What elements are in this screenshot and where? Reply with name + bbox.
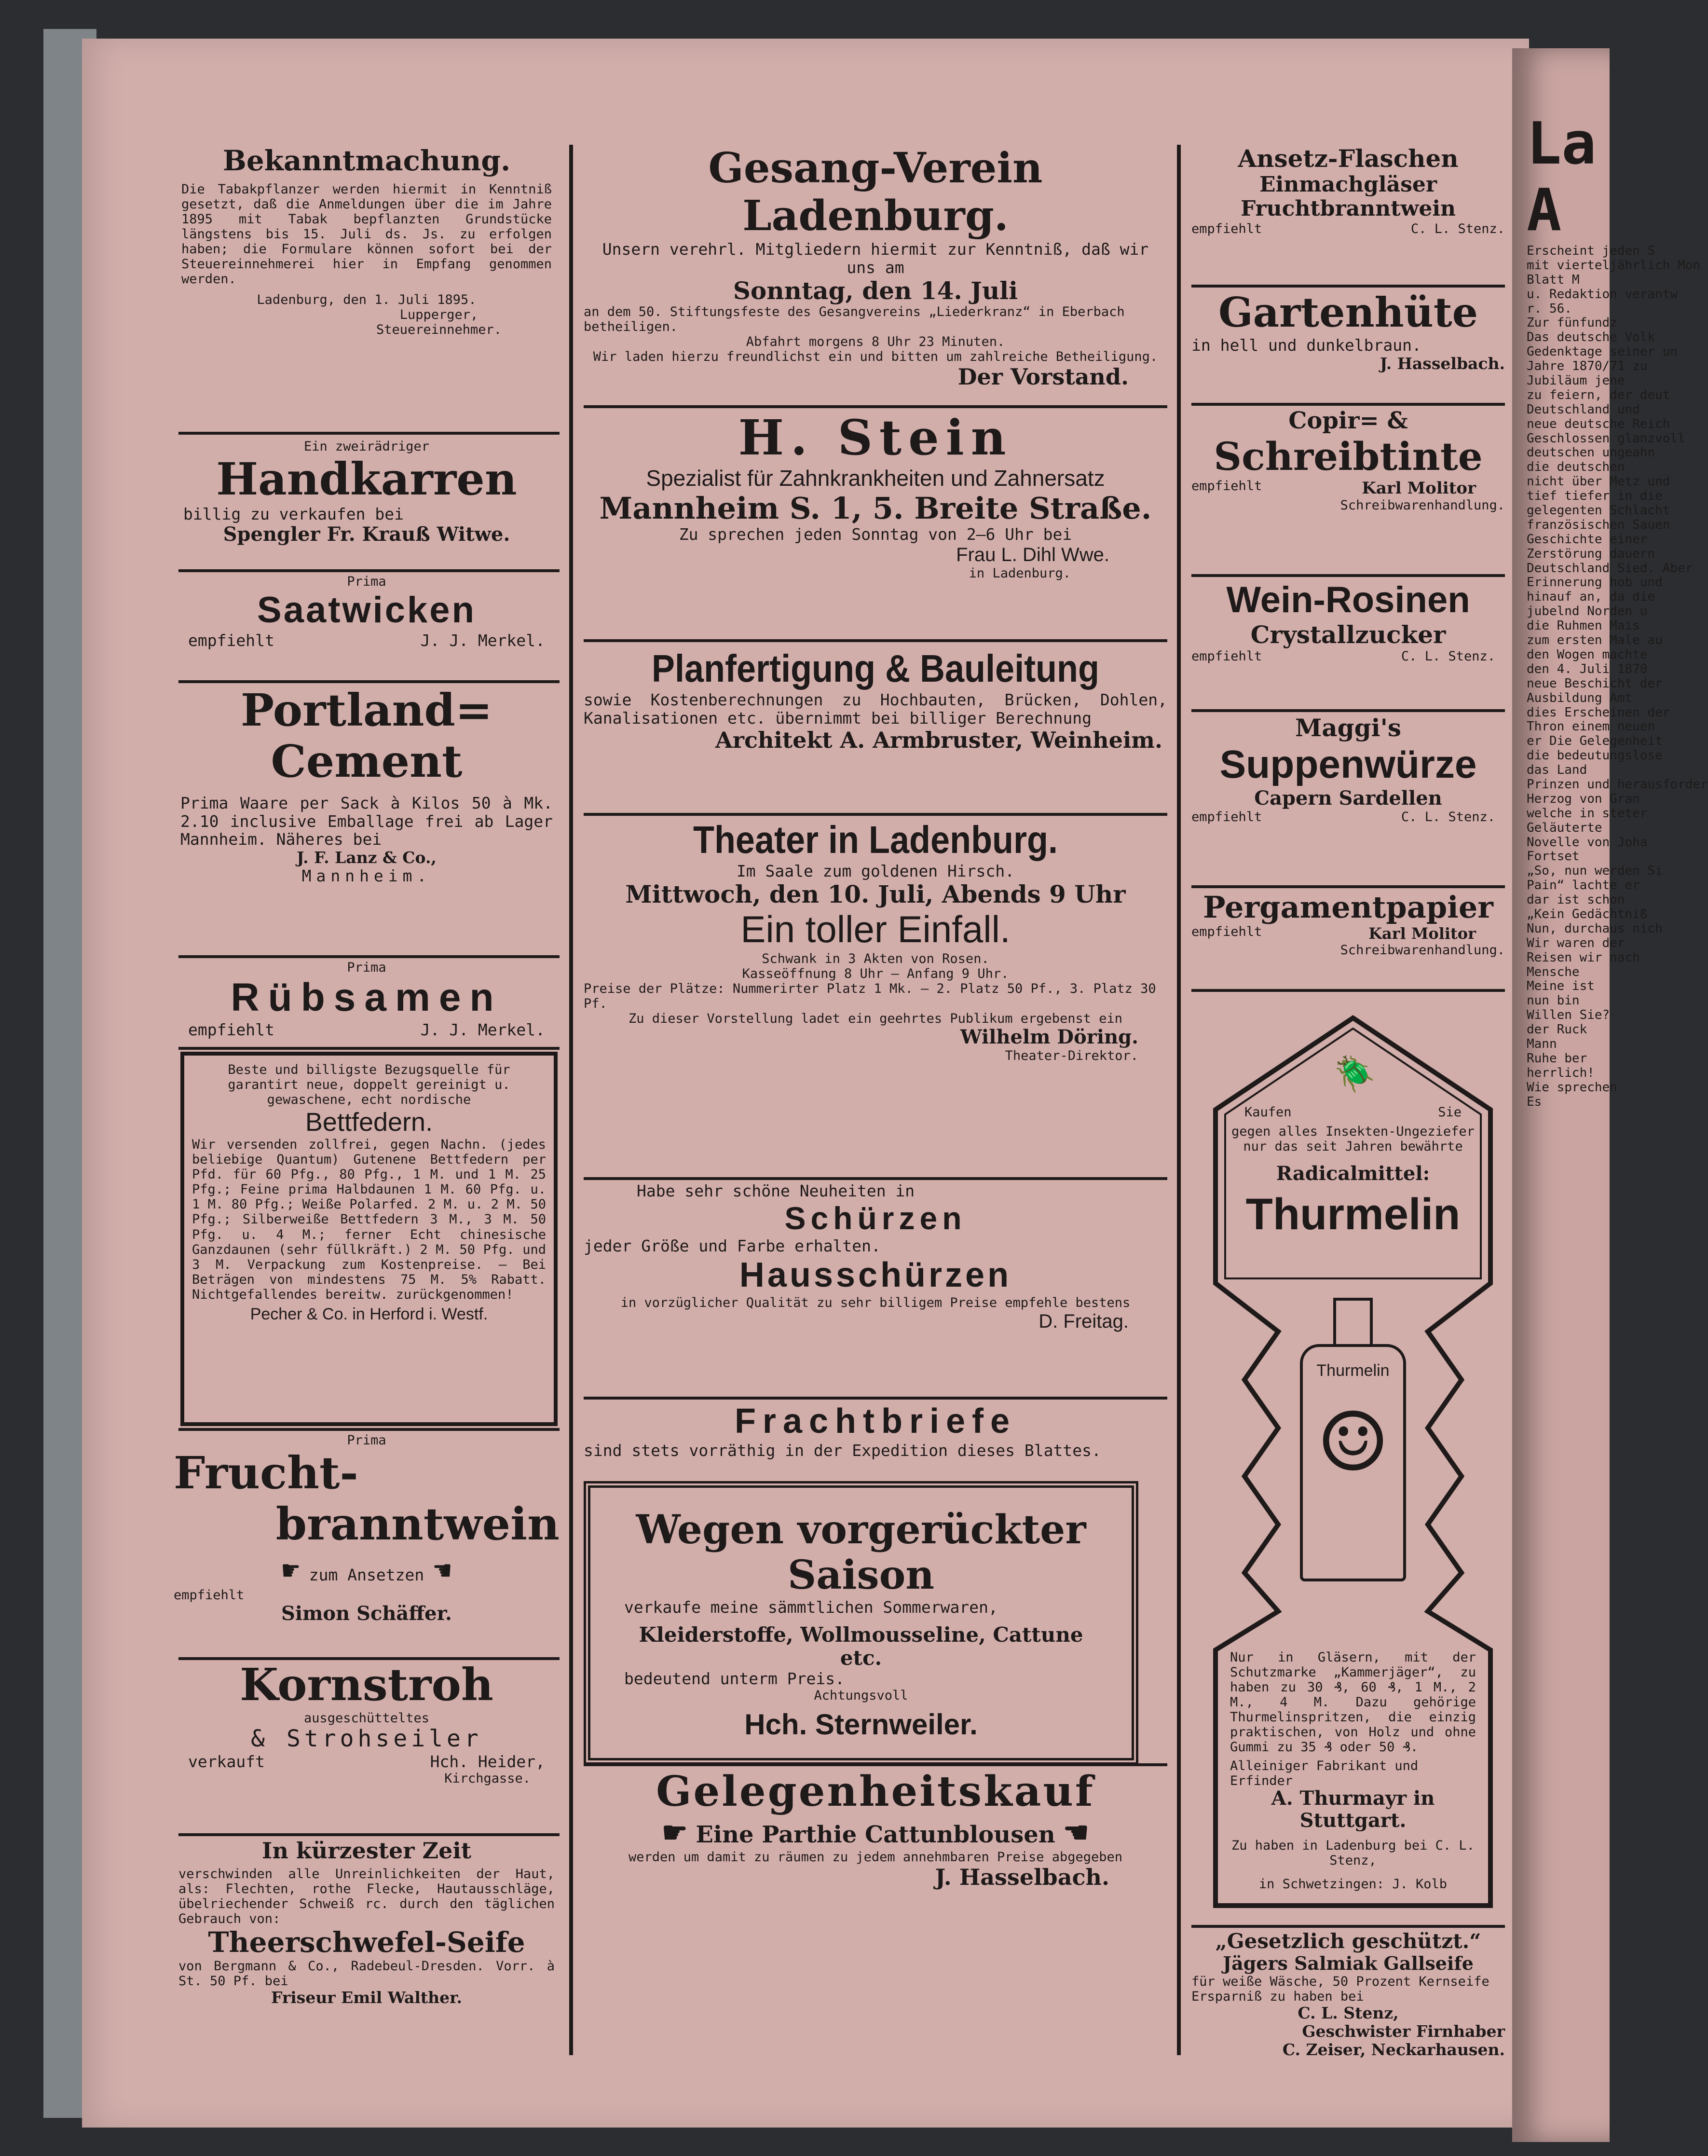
ad-wein-rosinen — [1191, 579, 1505, 664]
ts-seller: Friseur Emil Walther. — [271, 1988, 463, 2007]
ct-l1: Copir= & — [1288, 407, 1408, 434]
facing-page-line: „So, nun werden Si — [1527, 864, 1663, 879]
divider — [584, 1177, 1167, 1180]
bek-date: Ladenburg, den 1. Juli 1895. — [257, 292, 477, 308]
gv-title: Gesang-Verein Ladenburg. — [708, 144, 1043, 240]
af-l2: Einmachgläser — [1259, 172, 1437, 197]
facing-page-line: zum ersten Male au — [1527, 633, 1663, 648]
column-rule-right — [1177, 145, 1181, 2055]
facing-page-line: Blatt M — [1527, 272, 1580, 287]
ad-planfertigung — [584, 646, 1167, 753]
ts-body: verschwinden alle Unreinlichkeiten der Haut, als: Flechten, rothe Flecke, Hautausschläge, übelriechender Schweiß rc. durch den täglichen Gebrauch von: — [178, 1866, 555, 1927]
th-sign: Wilhelm Döring. — [960, 1026, 1138, 1049]
gk-l2: werden um damit zu räumen zu jedem annehmbaren Preise abgegeben — [628, 1849, 1123, 1865]
gh-title: Gartenhüte — [1218, 288, 1478, 336]
divider — [1191, 885, 1505, 888]
newspaper-page — [82, 39, 1529, 2128]
hs-addr: Mannheim S. 1, 5. Breite Straße. — [599, 490, 1152, 526]
gg-n2: Geschwister Firnhaber — [1302, 2022, 1505, 2041]
divider — [584, 405, 1167, 408]
divider — [584, 1397, 1167, 1400]
divider — [1191, 285, 1505, 288]
divider — [178, 955, 560, 958]
pb-title: Planfertigung & Bauleitung — [652, 647, 1099, 690]
wr-sub: Crystallzucker — [1250, 620, 1446, 649]
facing-page-line: Thron einem neuen — [1527, 719, 1655, 734]
facing-page-line: Willen Sie? — [1527, 1008, 1610, 1023]
facing-page-line: Geschichte einer — [1527, 532, 1648, 547]
ad-gelegenheitskauf — [584, 1768, 1167, 1890]
bek-body: Die Tabakpflanzer werden hiermit in Kenntniß gesetzt, daß die Anmeldungen über die im Jahre 1895 mit Tabak bepflanzten Grundstücke längstens bis 15. Juli ds. Js. zu erfolgen haben; die Formulare können sofort bei der Steuereinnehmerei hier in Empfang genommen werden. — [181, 181, 552, 287]
ad-gartenhuete — [1191, 289, 1505, 372]
ad-handkarren — [174, 439, 560, 546]
pointing-hand-left-icon: ☛ — [661, 1815, 688, 1850]
tm-body: Nur in Gläsern, mit der Schutzmarke „Kammerjäger“, zu haben zu 30 ₰, 60 ₰, 1 M., 2 M., 4 M. Dazu gehörige Thurmelinspritzen, die einzig praktischen, von Holz und ohne Gummi zu 35 ₰ oder 50 ₰. — [1230, 1650, 1476, 1755]
ks-sub: ausgeschütteltes — [303, 1710, 430, 1726]
ws-l3: bedeutend unterm Preis. — [624, 1669, 845, 1689]
facing-page-line: dar ist schon — [1527, 893, 1625, 907]
gg-l1: Jägers Salmiak Gallseife — [1223, 1952, 1474, 1975]
bf-pre: Beste und billigste Bezugsquelle für garantirt neue, doppelt gereinigt u. gewaschene, echt nordische — [228, 1062, 510, 1108]
af-emp: empfiehlt — [1191, 221, 1262, 236]
pc-city: Mannheim. — [301, 866, 432, 886]
pb-body: sowie Kostenberechnungen zu Hochbauten, Brücken, Dohlen, Kanalisationen etc. übernimmt bei billiger Berechnung — [584, 690, 1167, 728]
pc-title1: Portland= — [241, 684, 492, 736]
facing-page-line: Fortset — [1527, 849, 1580, 864]
tm-bottle: Thurmelin — [1316, 1361, 1390, 1380]
facing-page-line: nun bin — [1527, 993, 1580, 1008]
wr-name: C. L. Stenz. — [1401, 648, 1495, 664]
facing-page-line: den Wogen machte — [1527, 647, 1648, 662]
mg-title: Suppenwürze — [1219, 742, 1477, 786]
th-l2: Schwank in 3 Akten von Rosen. — [762, 951, 989, 967]
sw-title: Saatwicken — [257, 590, 476, 631]
facing-page-line: neue Beschicht der — [1527, 676, 1663, 691]
mg-name: C. L. Stenz. — [1401, 809, 1495, 824]
bek-sign2: Steuereinnehmer. — [376, 322, 502, 338]
facing-page-line: u. Redaktion verantw — [1527, 287, 1678, 302]
hs-l2: Frau L. Dihl Wwe. — [956, 544, 1109, 566]
facing-page-line: neue deutsche Reich — [1527, 416, 1670, 431]
gv-l4: Wir laden hierzu freundlichst ein und bitten um zahlreiche Betheiligung. — [593, 349, 1158, 365]
hs-l3: in Ladenburg. — [969, 566, 1071, 581]
facing-page — [1512, 48, 1708, 2142]
facing-page-line: Wie sprechen — [1527, 1080, 1617, 1095]
af-l1: Ansetz-Flaschen — [1238, 144, 1459, 173]
ad-theater — [584, 818, 1167, 1063]
facing-page-line: „Kein Gedächtniß — [1527, 906, 1648, 921]
facing-page-line: Mann — [1527, 1036, 1557, 1051]
ad-bekanntmachung — [174, 145, 560, 337]
ad-maggi — [1191, 714, 1505, 824]
facing-page-line: Das deutsche Volk — [1527, 330, 1655, 345]
ct-name: Karl Molitor — [1362, 479, 1476, 498]
ad-bettfedern — [180, 1052, 558, 1426]
facing-page-line: Jubiläum jene — [1527, 373, 1625, 388]
bottle-icon — [1300, 1298, 1406, 1587]
ad-frachtbriefe — [584, 1401, 1167, 1460]
wr-emp: empfiehlt — [1191, 648, 1262, 664]
gv-l2: an dem 50. Stiftungsfeste des Gesangvereins „Liederkranz“ in Eberbach betheiligen. — [584, 304, 1125, 335]
pointing-hand-left-icon: ☛ — [282, 1553, 300, 1588]
ad-schreibtinte — [1191, 408, 1505, 513]
beetle-icon: 🪲 — [1334, 1054, 1376, 1094]
divider — [1191, 403, 1505, 406]
facing-page-line: die deutschen — [1527, 460, 1625, 475]
ws-l1: verkaufe meine sämmtlichen Sommerwaren, — [624, 1597, 998, 1617]
facing-page-line: Ausbildung Amt — [1527, 690, 1633, 705]
facing-page-line: Novelle von Joha — [1527, 835, 1648, 850]
sc-l2: jeder Größe und Farbe erhalten. — [584, 1236, 881, 1255]
pc-body: Prima Waare per Sack à Kilos 50 à Mk. 2.10 inclusive Emballage frei ab Lager Mannheim. Näheres bei — [180, 793, 553, 849]
facing-page-line: dies Erscheinen der — [1527, 705, 1670, 720]
divider — [178, 432, 560, 435]
sc-l3: in vorzüglicher Qualität zu sehr billigem Preise empfehle bestens — [620, 1295, 1131, 1310]
divider — [178, 680, 560, 683]
divider — [1191, 989, 1505, 992]
divider — [1191, 1925, 1505, 1928]
pp-title: Pergamentpapier — [1203, 890, 1493, 925]
facing-page-line: die bedeutungslose — [1527, 748, 1663, 763]
ks-title: Kornstroh — [240, 1659, 493, 1711]
gv-l1: Unsern verehrl. Mitgliedern hiermit zur Kenntniß, daß wir uns am — [602, 239, 1149, 277]
ad-h-stein — [584, 410, 1167, 581]
gk-l1: Eine Parthie Cattunblousen — [696, 1821, 1055, 1848]
sc-sign: D. Freitag. — [1038, 1310, 1129, 1332]
sc-l1: Habe sehr schöne Neuheiten in — [637, 1181, 915, 1200]
ct-title: Schreibtinte — [1214, 434, 1483, 480]
facing-page-line: Geschlossen glanzvoll — [1527, 431, 1685, 446]
sw-emp: empfiehlt — [188, 631, 274, 650]
hs-sub: Spezialist für Zahnkrankheiten und Zahnersatz — [646, 466, 1105, 491]
fb-title1: Frucht- — [174, 1447, 358, 1499]
pointing-hand-right-icon: ☛ — [434, 1553, 451, 1588]
facing-page-line: welche in steter — [1527, 806, 1648, 821]
facing-page-line: Wir waren der — [1527, 935, 1625, 950]
column-rule-left — [569, 145, 573, 2055]
facing-page-line: tief tiefer in die — [1527, 489, 1663, 504]
tm-l1: gegen alles Insekten-Ungeziefer nur das seit Jahren bewährte — [1231, 1124, 1475, 1154]
af-l3: Fruchtbranntwein — [1240, 196, 1456, 221]
ks-name: Hch. Heider, — [430, 1752, 545, 1771]
gg-l2: für weiße Wäsche, 50 Prozent Kernseife Ersparniß zu haben bei — [1191, 1974, 1489, 2005]
facing-page-line: französischen Sauen — [1527, 517, 1670, 532]
hs-l1: Zu sprechen jeden Sonntag von 2—6 Uhr bei — [679, 525, 1072, 544]
facing-page-line: Herzog von Gran — [1527, 791, 1640, 806]
bek-sign1: Lupperger, — [399, 307, 478, 323]
ts-prod: Theerschwefel-Seife — [208, 1926, 525, 1959]
fb-name: Simon Schäffer. — [281, 1602, 452, 1625]
facing-page-line: Geläuterte — [1527, 820, 1602, 835]
ad-pergamentpapier — [1191, 890, 1505, 958]
tm-l2: Alleiniger Fabrikant und Erfinder — [1230, 1758, 1419, 1789]
gh-name: J. Hasselbach. — [1380, 354, 1505, 373]
pc-firm: J. F. Lanz & Co., — [297, 848, 437, 867]
facing-page-line: Meine ist — [1527, 979, 1595, 994]
facing-page-line: Nun, durchaus nich — [1527, 921, 1663, 936]
hk-sub: billig zu verkaufen bei — [183, 504, 404, 523]
gh-sub: in hell und dunkelbraun. — [1191, 335, 1421, 355]
ts-title: In kürzester Zeit — [261, 1838, 472, 1864]
gg-n1: C. L. Stenz, — [1298, 2004, 1399, 2023]
rs-emp: empfiehlt — [188, 1020, 274, 1040]
hk-name: Spengler Fr. Krauß Witwe. — [223, 522, 510, 546]
wr-title: Wein-Rosinen — [1226, 579, 1470, 620]
facing-page-text — [1527, 110, 1708, 1109]
gv-date: Sonntag, den 14. Juli — [733, 276, 1018, 305]
ws-l4: Achtungsvoll — [814, 1688, 908, 1703]
tm-radical: Radicalmittel: — [1276, 1162, 1430, 1185]
pp-sub: Schreibwarenhandlung. — [1340, 943, 1505, 958]
hk-title: Handkarren — [216, 453, 517, 506]
divider — [178, 1833, 560, 1836]
facing-page-line: La — [1527, 110, 1597, 178]
ad-gallseife — [1191, 1930, 1505, 2059]
tm-sie: Sie — [1438, 1105, 1462, 1120]
ad-gesang-verein — [584, 145, 1167, 390]
ks-line: & Strohseiler — [251, 1725, 482, 1752]
th-play: Ein toller Einfall. — [740, 908, 1011, 951]
ad-saatwicken — [174, 574, 560, 650]
ad-portland-cement — [174, 685, 560, 885]
fr-title: Frachtbriefe — [734, 1402, 1017, 1441]
ws-sign: Hch. Sternweiler. — [744, 1708, 978, 1741]
th-title: Theater in Ladenburg. — [693, 818, 1058, 861]
th-date: Mittwoch, den 10. Juli, Abends 9 Uhr — [625, 879, 1126, 908]
mg-sub: Capern Sardellen — [1254, 786, 1442, 810]
facing-page-line: der Ruck — [1527, 1022, 1587, 1037]
fb-emp: empfiehlt — [174, 1587, 245, 1603]
ad-ansetz-flaschen — [1191, 145, 1505, 236]
ad-thurmelin — [1211, 1013, 1495, 1910]
facing-page-line: hinauf an, da die — [1527, 590, 1655, 604]
facing-page-line: Deutschland und — [1527, 402, 1640, 417]
facing-page-line: r. 56. — [1527, 301, 1572, 316]
facing-page-line: das Land — [1527, 763, 1587, 778]
facing-page-line: A — [1527, 177, 1562, 244]
kammerjaeger-figure-icon: ☺ — [1316, 1395, 1390, 1491]
pb-sign: Architekt A. Armbruster, Weinheim. — [715, 727, 1162, 753]
facing-page-line: Gedenktage seiner un — [1527, 344, 1678, 359]
bf-body: Wir versenden zollfrei, gegen Nachn. (jedes beliebige Quantum) Gutenene Bettfedern per Pfd. für 60 Pfg., 80 Pfg., 1 M. und 1 M. 25 Pfg.; Feine prima Halbdaunen 1 M. 60 Pfg. u. 1 M. 80 Pfg.; Weiße Polarfed. 2 M. u. 2 M. 50 Pfg.; Silberweiße Bettfedern 3 M., 3 M. 50 Pfg. u. 4 M.; ferner Echt chinesische Ganzdaunen (sehr füllkräft.) 2 M. 50 Pfg. und 3 M. Verpackung zum Kostenpreise. — Bei Beträgen von mindestens 75 M. 5% Rabatt. Nichtgefallendes bereitw. zurückgenommen! — [192, 1137, 546, 1302]
pointing-hand-right-icon: ☛ — [1063, 1815, 1090, 1850]
ws-title: Wegen vorgerückter Saison — [636, 1507, 1086, 1599]
divider — [178, 1428, 560, 1431]
gg-n3: C. Zeiser, Neckarhausen. — [1282, 2040, 1505, 2059]
facing-page-line: zu feiern, der deut — [1527, 387, 1670, 402]
tm-firm: A. Thurmayr in Stuttgart. — [1271, 1787, 1435, 1832]
th-role: Theater-Direktor. — [1005, 1048, 1138, 1064]
divider — [1191, 574, 1505, 577]
facing-page-line: herrlich! — [1527, 1065, 1595, 1080]
ad-theerschwefel-seife — [174, 1838, 560, 2007]
fb-title2: branntwein — [275, 1497, 560, 1550]
rs-name: J. J. Merkel. — [420, 1020, 545, 1040]
gk-title: Gelegenheitskauf — [656, 1767, 1095, 1816]
facing-page-line: Deutschland Sied. Aber — [1527, 561, 1693, 576]
tm-l3: Zu haben in Ladenburg bei C. L. Stenz, — [1231, 1838, 1475, 1868]
ad-ruebsamen — [174, 960, 560, 1039]
fb-sub: zum Ansetzen — [309, 1565, 424, 1584]
facing-page-line: Jahre 1870/71 zu — [1527, 359, 1648, 374]
pc-title2: Cement — [271, 735, 463, 787]
facing-page-line: den 4. Juli 1870 — [1527, 661, 1648, 676]
facing-page-line: Erscheint jeden S — [1527, 244, 1655, 258]
facing-page-line: Ruhe ber — [1527, 1051, 1587, 1066]
ct-sub: Schreibwarenhandlung. — [1340, 498, 1505, 513]
facing-page-line: Erinnerung hob und — [1527, 575, 1663, 590]
divider — [178, 569, 560, 572]
gv-l3: Abfahrt morgens 8 Uhr 23 Minuten. — [746, 334, 1005, 350]
ws-l2: Kleiderstoffe, Wollmousseline, Cattune etc. — [639, 1622, 1083, 1670]
facing-page-line: Es — [1527, 1094, 1542, 1109]
facing-page-line: jubelnd Norden u — [1527, 604, 1648, 619]
th-l5: Zu dieser Vorstellung ladet ein geehrtes Publikum ergebenst ein — [628, 1011, 1123, 1027]
gv-sign: Der Vorstand. — [957, 364, 1129, 390]
th-l4: Preise der Plätze: Nummerirter Platz 1 Mk. — 2. Platz 50 Pf., 3. Platz 30 Pf. — [584, 981, 1156, 1012]
ts-firm: von Bergmann & Co., Radebeul-Dresden. Vorr. à St. 50 Pf. bei — [178, 1958, 555, 1989]
fb-prima: Prima — [347, 1433, 386, 1448]
fr-sub: sind stets vorräthig in der Expedition dieses Blattes. — [584, 1441, 1101, 1460]
mg-emp: empfiehlt — [1191, 809, 1262, 824]
facing-page-line: nicht über Metz und — [1527, 474, 1670, 489]
facing-page-line: Pain“ lachte er — [1527, 878, 1640, 893]
divider — [1191, 709, 1505, 712]
bf-title: Bettfedern. — [305, 1108, 433, 1137]
bek-title: Bekanntmachung. — [222, 144, 511, 177]
facing-page-line: deutschen ungeahn — [1527, 445, 1655, 460]
divider — [178, 1047, 560, 1050]
sc-title: Schürzen — [784, 1200, 967, 1236]
tm-kaufen: Kaufen — [1244, 1105, 1292, 1120]
tm-l4: in Schwetzingen: J. Kolb — [1258, 1877, 1448, 1892]
ks-verk: verkauft — [188, 1752, 265, 1771]
sc-title2: Hausschürzen — [739, 1255, 1012, 1294]
ad-schuerzen — [584, 1182, 1167, 1332]
rs-title: Rübsamen — [231, 975, 503, 1020]
facing-page-line: die Ruhmen Mais — [1527, 618, 1640, 633]
facing-page-line: mit vierteljährlich Mon — [1527, 258, 1701, 273]
tm-title: Thurmelin — [1245, 1190, 1461, 1239]
facing-page-line: er Die Gelegenheit — [1527, 734, 1663, 749]
facing-page-line: gelegenten Schlacht — [1527, 503, 1670, 518]
th-l1: Im Saale zum goldenen Hirsch. — [736, 862, 1015, 880]
ct-emp: empfiehlt — [1191, 479, 1262, 494]
facing-page-line: Zur fünfundz — [1527, 316, 1617, 330]
gg-title: „Gesetzlich geschützt.“ — [1215, 1929, 1481, 1953]
gk-sign: J. Hasselbach. — [935, 1864, 1109, 1890]
sw-name: J. J. Merkel. — [420, 631, 545, 650]
pp-emp: empfiehlt — [1191, 924, 1262, 940]
divider — [584, 813, 1167, 816]
mg-l1: Maggi's — [1295, 714, 1402, 742]
ad-kornstroh — [174, 1660, 560, 1786]
facing-page-line: Prinzen und herausforder — [1527, 777, 1708, 792]
divider — [584, 1763, 1167, 1766]
pp-name: Karl Molitor — [1368, 924, 1476, 943]
hk-pre: Ein zweirädriger — [303, 439, 430, 454]
facing-page-line: Mensche — [1527, 964, 1580, 979]
rs-prima: Prima — [347, 960, 386, 975]
bf-firm: Pecher & Co. in Herford i. Westf. — [250, 1305, 488, 1323]
ad-fruchtbranntwein — [174, 1433, 560, 1625]
facing-page-line: Reisen wir nach — [1527, 950, 1640, 965]
ks-place: Kirchgasse. — [444, 1771, 531, 1786]
divider — [584, 639, 1167, 642]
hs-title: H. Stein — [738, 409, 1013, 466]
af-name: C. L. Stenz. — [1410, 221, 1505, 236]
facing-page-line: Zerstörung dauern — [1527, 546, 1655, 561]
ad-saison-frame — [584, 1481, 1138, 1765]
th-l3: Kasseöffnung 8 Uhr — Anfang 9 Uhr. — [742, 966, 1009, 982]
sw-prima: Prima — [347, 574, 386, 589]
